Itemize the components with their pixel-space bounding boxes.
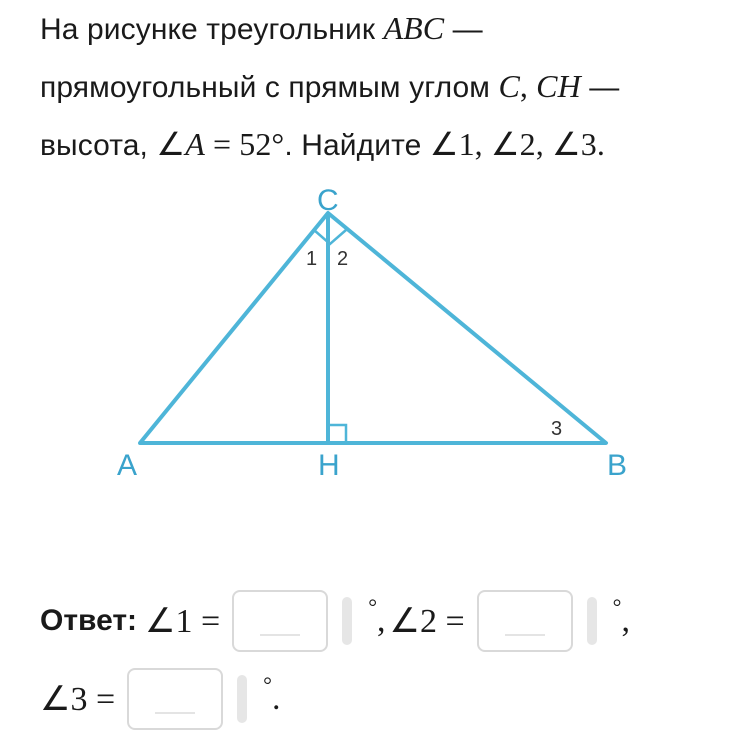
angle-symbol: ∠ (156, 126, 186, 162)
vertex-label-b: B (607, 449, 628, 482)
angle1-input[interactable] (232, 590, 328, 652)
problem-text: На рисунке треугольник (40, 13, 384, 46)
vertex-label-h: H (318, 449, 340, 482)
angle3-input[interactable] (127, 668, 223, 730)
angle-a-math: A (185, 126, 205, 162)
answer-row-1 (40, 590, 630, 652)
vertex-label-c: C (317, 184, 339, 217)
degree-sign: ° (612, 594, 622, 619)
separator-comma: , (377, 602, 386, 639)
degree-sign: ° (368, 594, 378, 619)
angle2-input[interactable] (477, 590, 573, 652)
problem-text: — (580, 71, 620, 104)
triangle-abc (140, 213, 606, 443)
answer-row-2 (40, 668, 280, 730)
angle-label-2: 2 (337, 248, 349, 270)
right-angle-mark-h (328, 425, 346, 443)
angle-a-value: = 52° (204, 126, 285, 162)
triangle-lines (140, 213, 606, 443)
angle2-input-handle[interactable] (587, 597, 597, 645)
vertex-label-a: A (117, 449, 138, 482)
vertex-c-math: C (498, 68, 520, 104)
answer-label: Ответ: (40, 604, 138, 637)
angle3-input-handle[interactable] (237, 675, 247, 723)
angles-to-find: ∠1, ∠2, ∠3. (429, 126, 605, 162)
separator-comma: , (621, 602, 630, 639)
problem-text: высота, (40, 129, 157, 162)
problem-text: . Найдите (284, 129, 430, 162)
angle-label-3: 3 (551, 418, 563, 440)
angle1-input-handle[interactable] (342, 597, 352, 645)
angle2-prefix: ∠2 = (389, 603, 465, 640)
comma: , (519, 68, 537, 104)
angle-label-1: 1 (306, 248, 318, 270)
end-period: . (271, 680, 281, 717)
angle3-prefix: ∠3 = (40, 681, 116, 718)
angle1-prefix: ∠1 = (145, 603, 221, 640)
degree-sign: ° (263, 672, 272, 697)
problem-text: прямоугольный с прямым углом (40, 71, 499, 104)
problem-text: — (444, 13, 483, 46)
altitude-name: CH (536, 68, 581, 104)
triangle-name: ABC (383, 10, 445, 46)
